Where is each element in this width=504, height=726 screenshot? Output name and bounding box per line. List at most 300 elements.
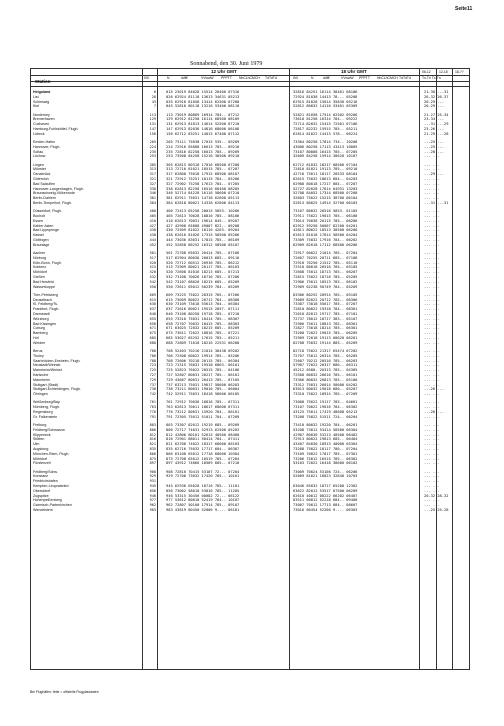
station-index: 609 [149,292,156,297]
obs-12utc: 305 62815 80318 17816 68500 07208 [166,162,240,167]
extremes: --- --- [424,162,440,167]
obs-12utc: 205 73111 75038 17015 535-- 09209 [166,140,240,144]
station-index: 729 [149,377,156,382]
obs-12utc: 550 72611 65012 50239 784-- 05209 [166,284,240,289]
obs-18utc: 52821 81058 17514 62502 09206 [293,112,358,117]
observation-table [30,68,470,670]
obs-18utc: 83511 60812 52218 684-- 09400 [293,498,358,503]
extremes: --- --- [424,167,440,172]
obs-18utc: 73008 75022 19117 785-- 04601 [293,400,358,405]
obs-12utc: 327 72902 75258 17613 784-- 07205 [166,181,240,186]
obs-12utc: 737 63213 75031 19617 58600 06203 [166,382,240,387]
obs-18utc: 62814 81022 14413 578-- 06224 [293,131,358,136]
station-name: Soltau [33,149,44,154]
station-name: Koblenz [33,265,46,270]
station-index: 129 [149,117,156,122]
station-name: Öhringen [33,392,48,397]
extremes: --- --- [424,326,440,331]
extremes: 20-32 28-32 [424,493,449,498]
extremes: --- --- [424,353,440,358]
station-name: Köln-Bonn, Flugh. [33,260,62,265]
station-index: 983 [149,508,156,512]
station-index: 776 [149,410,156,414]
obs-18utc: 72607 70212 20516 785-- 06203 [293,358,358,363]
col-hdr: IIIII [144,76,149,80]
station-index: 430 [149,228,156,233]
obs-12utc: 776 73212 80031 15920 784-- 06101 [166,410,240,414]
station-index: 708 [149,358,156,363]
station-name: Bad Kissingen [33,321,56,326]
obs-18utc: 63013 80032 19018 680-- 05207 [293,387,358,392]
station-index: 515 [149,265,156,270]
header-rule [31,86,469,87]
station-index: 438 [149,233,156,238]
station-index: 856 [149,488,156,493]
obs-18utc: 72906 75011 18813 785-- 08301 [293,321,358,326]
extra-col-hdr: 18-?? [455,70,464,74]
obs-12utc: 706 72508 60022 19914 785-- 05206 [166,353,240,358]
extra-col-hdr: 06-12 [422,70,431,74]
obs-12utc: 821 62708 74022 18317 68600 06103 [166,442,240,447]
station-name: Hohenpeißenberg [33,498,62,503]
station-name: München-Riem, Flugh. [33,451,70,456]
extremes: --- --- [424,373,440,377]
station-index: 147 [149,127,156,131]
obs-18utc: 62915 81028 15014 35830 05216 [293,99,358,104]
station-name: Gr. Falkenstein [33,414,58,419]
extremes: --- --- [424,228,440,233]
obs-18utc: 72924 81038 14413 78--- 05208 [293,94,358,99]
obs-18utc: 53208 73012 53414 58500 06304 [293,427,358,432]
station-name: Braunschweig-Völkenrode [33,191,75,196]
station-index: 346 [149,191,156,196]
obs-18utc: 62909 82018 17112 68500 06206 [293,242,358,247]
obs-12utc: 929 72706 73032 17420 785-- 10101 [166,474,240,479]
obs-12utc: 400 72413 65258 20015 5853- 10206 [166,209,240,214]
obs-18utc: 52708 84052 17314 68500 07208 [293,191,358,196]
obs-12utc: 224 72916 65808 16613 783-- 09210 [166,144,240,149]
obs-12utc: 725 52823 76022 20515 785-- 04106 [166,368,240,373]
obs-18utc: 72610 82012 19717 785-- 07101 [293,312,358,316]
extremes: --- --- [424,316,440,321]
obs-18utc: 73107 80032 20516 5853- 01105 [293,209,358,214]
obs-18utc: 73016 60454 52206 9---- 06303 [293,508,358,512]
table-row [31,508,469,513]
obs-18utc: 72917 60022 21014 785-- 07204 [293,251,358,255]
station-name: Essen [33,218,43,223]
station-name: Karlsruhe [33,373,49,377]
obs-12utc: 015 23019 84028 15514 28400 07316 [166,90,240,94]
station-name: Cuxhaven [33,122,50,127]
extremes: 21-27 25-34 [424,112,449,117]
obs-12utc: 338 62813 82258 16516 68400 08205 [166,186,240,191]
col-hdr: TdTdTd [399,76,411,80]
obs-12utc: 430 72509 81022 18116 4263- 09204 [166,228,240,233]
station-index: 327 [149,181,156,186]
station-index: 737 [149,382,156,387]
obs-18utc: 32603 75022 15215 38700 06104 [293,196,358,201]
station-name: Aachen [33,251,46,255]
station-index: 321 [149,177,156,181]
header-rule [31,81,469,82]
extremes: --- --- [424,186,440,191]
extremes: ---31 ---29 [424,122,449,127]
extremes: --- --- [424,405,440,410]
extremes: ---25 --- [424,144,444,149]
station-index: 205 [149,140,156,144]
col-hdr: VVwwW [201,76,214,80]
obs-18utc: 42907 80030 53213 48500 08402 [293,432,358,437]
obs-12utc: 045 52810 80118 13216 53400 08110 [166,104,240,109]
station-name: Göttingen [33,238,49,242]
station-index: 317 [149,172,156,177]
station-name: Bocholt [33,214,45,218]
station-name: Kl. Feldberg/Ts. [33,302,58,307]
obs-12utc: 835 62716 75032 17717 684-- 06307 [166,447,240,451]
obs-18utc: 72510 80018 20516 785-- 05105 [293,265,358,270]
obs-18utc: 45212 6580- 20313 785-- 04305 [293,368,358,373]
extremes: --- --- [424,223,440,228]
station-index: 615 [149,297,156,302]
station-index: 313 [149,167,156,172]
station-index: 305 [149,162,156,167]
station-name: Düsseldorf, Flugh. [33,209,63,214]
obs-18utc: 57907 72022 20317 686-- 06311 [293,363,358,368]
table-row [31,392,469,397]
obs-18utc: 52812 80032 14116 53401 05309 [293,104,358,109]
obs-18utc: 72707 75012 20314 785-- 05205 [293,353,358,358]
station-name: Fürstenzell [33,461,51,466]
extremes: --- --- [424,456,440,461]
obs-12utc: 532 73108 70026 18716 785-- 07206 [166,275,240,279]
station-name: Mühldorf [33,270,47,275]
station-name: Augsburg [33,447,49,451]
station-index: 803 [149,423,156,427]
extremes: --- --- [424,392,440,397]
station-name: Gütersloh [33,177,49,181]
obs-12utc: 812 42806 80101 52615 48500 08400 [166,432,240,437]
station-index: 235 [149,149,156,154]
obs-18utc: 63622 82012 53517 67500 06209 [293,488,358,493]
extremes: ---25 --- [424,140,444,144]
obs-12utc: 515 72909 80021 20117 785-- 06103 [166,265,240,270]
obs-18utc: 73007 70012 17713 684-- 08607 [293,503,358,508]
station-index: 338 [149,186,156,191]
extremes: --- --- [424,238,440,242]
station-name: Freiburg [33,423,47,427]
footnote: Bei Flughäfen: fette = offizielle Flugplatzdaten [30,690,99,694]
obs-12utc: 637 72616 80021 19515 2857- 07111 [166,307,240,312]
extremes: --- --- [424,302,440,307]
obs-18utc: 73304 80258 17814 734-- 10208 [293,140,358,144]
obs-12utc: 723 71315 76031 19518 6863- 06101 [166,363,240,368]
station-index: 708 [149,349,156,353]
station-name: Hamburg-Fuhlsbüttel, Flugh. [33,127,79,131]
station-index: 43 [151,99,156,104]
station-index: 113 [149,112,156,117]
station-index: 946 [149,493,156,498]
station-index: 816 [149,437,156,442]
extremes: --- --- [424,461,440,466]
station-name: Oberstdorf [33,488,50,493]
station-index: 224 [149,144,156,149]
station-name: Hannover-Langenhagen, Flugh. [33,186,84,191]
station-name: Weiden [33,340,46,345]
obs-12utc: 977 53612 80018 52419 784-- 10107 [166,498,240,503]
extremes: --- --- [424,209,440,214]
obs-18utc: 32609 84258 15914 38620 10107 [293,154,358,159]
obs-18utc: 73306 80032 20813 785-- 05100 [293,377,358,382]
obs-12utc: 501 72708 65032 20414 785-- 07106 [166,251,240,255]
obs-18utc: 62615 75032 18613 684-- 04203 [293,177,358,181]
obs-12utc: 875 72708 65012 16519 785-- 07204 [166,456,240,461]
extremes: --- --- [424,297,440,302]
extremes: --- --- [424,270,440,275]
obs-18utc: 72608 75012 18713 785-- 06207 [293,270,358,275]
table-row [31,154,469,159]
obs-12utc: 253 73508 84258 15216 38500 09210 [166,154,240,159]
obs-12utc: 945 62936 65028 18716 785-- 11101 [166,484,240,488]
obs-18utc: 72714 82032 15415 72501 07106 [293,122,358,127]
obs-18utc: 43125 75011 17419 48608 05213 [293,410,358,414]
obs-12utc: 384 62818 80021 14318 62600 04113 [166,201,240,205]
station-name: Braunlage [33,242,50,247]
station-name: Bamberg [33,331,48,336]
extremes: --- --- [424,292,440,297]
extremes: --- --- [424,181,440,186]
obs-12utc: 630 73109 73618 55613 784-- 06304 [166,302,240,307]
obs-12utc: 615 73009 80022 20712 784-- 08308 [166,297,240,302]
extremes: --- --- [424,321,440,326]
table-row [31,415,469,420]
obs-18utc: 72607 70255 20711 685-- 07108 [293,255,358,260]
col-hdr: N [167,76,170,80]
station-index: 761 [149,400,156,405]
obs-12utc: 129 62912 81258 16114 68500 08109 [166,117,240,122]
table-row [31,461,469,466]
station-index: 929 [149,474,156,479]
extremes: --- --- [424,451,440,456]
obs-12utc: 346 52714 84228 16116 58600 07210 [166,191,240,196]
obs-18utc: 73014 70038 20115 785-- 08206 [293,218,358,223]
extremes: --- --- [424,265,440,270]
station-index: 812 [149,432,156,437]
station-name: Kempten-Leupratsried [33,484,69,488]
obs-12utc: 675 73611 72022 18816 785-- 07221 [166,331,240,336]
obs-18utc: 72810 81021 19113 785-- 09210 [293,167,358,172]
extremes: --- --- [424,498,440,503]
obs-12utc: 791 72305 75012 51011 784-- 07209 [166,414,240,419]
obs-18utc: 62712 81032 18217 68500 07104 [293,162,358,167]
extremes: --- --- [424,331,440,336]
station-name: Bremerhaven [33,117,55,122]
station-name: Friedrichshafen [33,479,58,484]
station-name: Neustadt/Weinstr. [33,363,62,368]
station-index: 725 [149,368,156,373]
obs-18utc: 73208 75022 51511 724-- 06204 [293,414,358,419]
station-index: 977 [149,498,156,503]
obs-18utc: 32816 84251 16114 38401 08106 [293,90,358,94]
obs-18utc: 72817 82232 15915 785-- 05211 [293,127,358,131]
obs-18utc: 62610 40012 00222 66202 06407 [293,493,358,498]
extremes: 20-29 --- [424,104,444,109]
obs-12utc: 738 73211 80031 19016 785-- 06004 [166,387,240,392]
obs-12utc: 671 63025 72032 18215 685-- 05209 [166,326,240,331]
station-name: Gießen [33,275,45,279]
station-index: 908 [149,469,156,474]
obs-18utc: 72810 80022 19318 784-- 08301 [293,307,358,312]
obs-12utc: 452 52858 86252 16312 58500 05107 [166,242,240,247]
obs-12utc: 640 73108 80250 19718 785-- 07210 [166,312,240,316]
obs-18utc: 72909 72018 19113 68620 06201 [293,336,358,340]
station-index: 7 [153,104,156,109]
table-row [31,341,469,346]
col-hdr: ddfff [323,76,330,80]
station-index: 405 [149,214,156,218]
station-name: Norderney [33,112,50,117]
extremes: 26-32 26-37 [424,94,449,99]
obs-12utc: 427 42908 65808 49007 822-- 06208 [166,223,240,228]
station-index: 738 [149,387,156,392]
obs-18utc: 63046 65032 18717 65200 12302 [293,484,358,488]
station-index: 821 [149,442,156,447]
station-index: 400 [149,209,156,214]
station-name: Kiel [33,104,39,109]
extremes: 23-34 --- [424,117,444,122]
obs-18utc: 73109 70022 17817 785-- 07301 [293,451,358,456]
time-header-right: 18 Uhr GMT [341,69,367,74]
obs-18utc: 73107 70022 19016 784-- 06302 [293,405,358,410]
obs-12utc: 856 73002 58018 53016 785-- 11205 [166,488,240,493]
obs-18utc: 73009 82022 20712 785-- 08306 [293,297,358,302]
extremes: --- --- [424,196,440,201]
obs-18utc: 62912 59258 50007 82200 04201 [293,223,358,228]
obs-12utc: 542 73107 68026 18215 685-- 05209 [166,279,240,284]
extremes: --- --- [424,437,440,442]
station-name: Schleswig [33,99,50,104]
obs-12utc: 113 73019 80809 16914 784-- 07212 [166,112,240,117]
station-index: 637 [149,307,156,312]
station-index: 131 [149,122,156,127]
obs-18utc: 73310 75022 18914 785-- 07209 [293,392,358,397]
station-index: 26 [151,94,156,99]
obs-12utc: 962 72807 50100 17914 785-- 09107 [166,503,240,508]
station-index: 671 [149,326,156,331]
obs-12utc: 520 72712 60512 20916 785-- 06212 [166,260,240,265]
obs-12utc: 381 62911 75031 14718 62600 05113 [166,196,240,201]
obs-18utc: 42710 75011 18117 28533 08104 [293,172,358,177]
extremes: --- --- [424,275,440,279]
extremes: --- --- [424,242,440,247]
station-index: 381 [149,196,156,201]
station-index: 640 [149,312,156,316]
extremes: --- --- [424,340,440,345]
extremes: ---26 --- [424,410,444,414]
extremes: ---28 --- [424,149,444,154]
obs-12utc: 405 72613 70028 18816 785-- 08106 [166,214,240,218]
obs-12utc: 729 43607 80031 20413 785-- 07105 [166,377,240,382]
obs-18utc: 62613 81018 17814 58500 04204 [293,233,358,238]
station-index: 688 [149,340,156,345]
obs-12utc: 816 72901 68011 50414 784-- 07411 [166,437,240,442]
extremes: --- --- [424,484,440,488]
station-index: 630 [149,302,156,307]
obs-12utc: 866 63108 65012 17718 68600 10304 [166,451,240,456]
col-hdr: IIIII [293,76,298,80]
obs-18utc: 82708 75032 19114 885-- 05209 [293,340,358,345]
station-name: Mannheim [33,377,50,382]
station-name: Trier-Petrisberg [33,292,58,297]
obs-18utc: 72910 76250 21512 785-- 05110 [293,260,358,265]
station-name: Tholey [33,353,44,358]
station-name: Würzburg [33,316,49,321]
station-index: 384 [149,201,156,205]
station-index: 427 [149,223,156,228]
station-index: 658 [149,321,156,326]
obs-18utc: 72737 78012 18717 383-- 05107 [293,316,358,321]
extremes: --- --- [424,423,440,427]
obs-12utc: 235 72816 82258 16013 785-- 09209 [166,149,240,154]
obs-12utc: 035 62916 81058 13414 62500 07208 [166,99,240,104]
obs-12utc: 313 72710 81021 18515 785-- 07207 [166,167,240,172]
station-index: 866 [149,451,156,456]
obs-12utc: 321 72912 75251 18115 784-- 05206 [166,177,240,181]
extra-col-hdr: 12-18 [439,70,448,74]
extremes: --- --- [424,307,440,312]
station-index: 897 [149,461,156,466]
station-index: 945 [149,484,156,488]
station-name: Regensburg [33,410,53,414]
station-name: Münster [33,167,46,172]
col-hdr: NhCLhCMCH [239,76,260,80]
station-index: 501 [149,251,156,255]
extremes: --- --- [424,279,440,284]
page-date: Sonnabend, den 30. Juni 1979 [190,61,263,67]
obs-18utc: 72906 75012 18513 785-- 06102 [293,279,358,284]
extremes: --- --- [424,503,440,508]
station-index: 517 [149,255,156,260]
station-index: 6 [153,90,156,94]
station-index: 685 [149,336,156,340]
station-header: Station [35,79,51,84]
obs-12utc: 517 62904 80036 20013 685-- 09110 [166,255,240,260]
obs-18utc: 73208 75022 18117 786-- 07204 [293,447,358,451]
obs-18utc: 73206 75012 16515 785-- 06302 [293,456,358,461]
extremes: --- --- [424,214,440,218]
station-name: Nürnberg, Flugh. [33,405,60,410]
obs-12utc: 438 62610 81026 17315 58500 05206 [166,233,240,238]
obs-18utc: 43407 84030 18913 40000 05304 [293,442,358,447]
col-hdr: PPPTT [221,76,232,80]
station-index: 962 [149,503,156,508]
obs-12utc: 763 62813 70011 18617 68600 07311 [166,405,240,410]
extremes: --- --- [424,251,440,255]
obs-12utc: 742 52911 75031 18418 58600 06105 [166,392,240,397]
obs-18utc: 72913 80022 19813 685-- 06404 [293,437,358,442]
extremes: ---25 25-28 [424,508,449,512]
obs-18utc: 73309 75032 17916 784-- 06202 [293,238,358,242]
extremes: --- --- [424,368,440,373]
extremes: 20-29 --- [424,99,444,104]
station-index: 520 [149,260,156,265]
extremes: --- --- [424,488,440,493]
extremes: --- --- [424,414,440,419]
col-hdr: VVwwW [341,76,354,80]
extremes: --- --- [424,218,440,223]
station-name: Ulm [33,442,40,447]
station-name: Stuttgart (Stadt) [33,382,59,387]
station-name: Stuttgart-Echterdingen, Flugh. [33,387,81,392]
